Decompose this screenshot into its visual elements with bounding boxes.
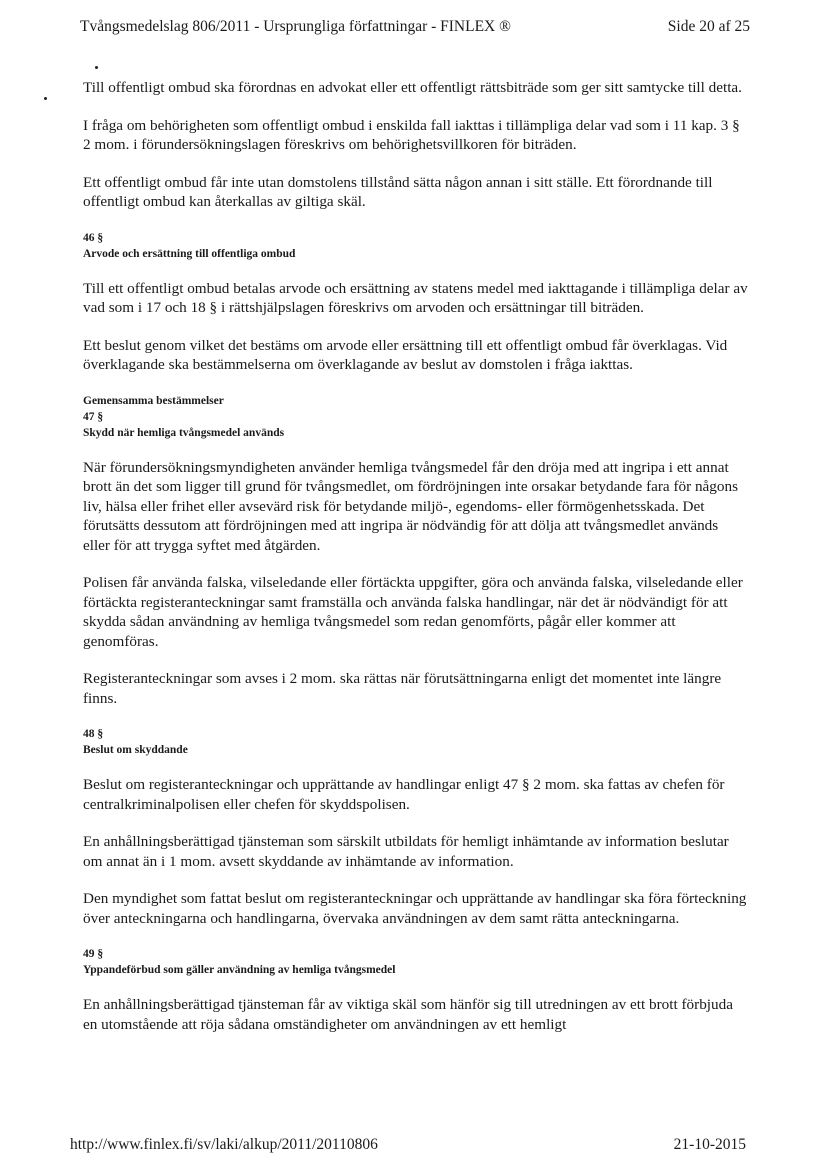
section-number: 47 § <box>83 410 104 423</box>
paragraph: Beslut om registeranteckningar och upprättande av handlingar enligt 47 § 2 mom. ska fattas av chefen för centralkriminalpolisen eller chefen för skyddspolisen. <box>83 776 725 813</box>
section-number: 46 § <box>83 231 104 244</box>
paragraph: Polisen får använda falska, vilseledande eller förtäckta uppgifter, göra och använda falska, vilseledande eller förtäckta registeranteckningar samt framställa och använda falska handlingar, när det är nödvändigt för att skydda sådan användning av hemliga tvångsmedel som redan genomförts, pågår eller kommer att genomföras. <box>83 574 743 650</box>
group-title: Gemensamma bestämmelser <box>83 394 224 407</box>
footer-url: http://www.finlex.fi/sv/laki/alkup/2011/20110806 <box>70 1136 378 1153</box>
paragraph: En anhållningsberättigad tjänsteman får av viktiga skäl som hänför sig till utredningen av ett brott förbjuda en utomstående att röja sådana omständigheter om användningen av ett hemligt <box>83 996 733 1033</box>
paragraph: Till offentligt ombud ska förordnas en advokat eller ett offentligt rättsbiträde som ger sitt samtycke till detta. <box>83 79 742 96</box>
scan-speck <box>44 97 47 100</box>
document-body <box>83 78 748 1052</box>
section-title: Beslut om skyddande <box>83 744 188 756</box>
header-title: Tvångsmedelslag 806/2011 - Ursprungliga författningar - FINLEX ® <box>80 18 511 35</box>
paragraph: Till ett offentligt ombud betalas arvode och ersättning av statens medel med iakttagande i tillämpliga delar av vad som i 17 och 18 § i rättshjälpslagen föreskrivs om arvoden och ersättningar till biträden. <box>83 279 748 316</box>
paragraph: När förundersökningsmyndigheten använder hemliga tvångsmedel får den dröja med att ingripa i ett annat brott än det som ligger till grund för tvångsmedlet, om fördröjningen inte orsakar betydande fara för någons liv, hälsa eller frihet eller avsevärd risk för betydande miljö-, egendoms- eller förmögenhetsskada. Det förutsätts dessutom att fördröjningen med att ingripa är nödvändig för att dölja att tvångsmedlet används eller för att trygga syftet med åtgärden. <box>83 458 738 554</box>
paragraph: Den myndighet som fattat beslut om registeranteckningar och upprättande av handlingar ska föra förteckning över anteckningarna och handlingarna, övervaka användningen av dem samt rätta anteckningarna. <box>83 890 747 927</box>
section-title: Yppandeförbud som gäller användning av hemliga tvångsmedel <box>83 964 396 976</box>
footer-date: 21-10-2015 <box>673 1136 746 1153</box>
section-number: 49 § <box>83 948 104 960</box>
paragraph: En anhållningsberättigad tjänsteman som särskilt utbildats för hemligt inhämtande av information beslutar om annat än i 1 mom. avsett skyddande av inhämtande av information. <box>83 833 729 870</box>
paragraph: Ett offentligt ombud får inte utan domstolens tillstånd sätta någon annan i sitt ställe. Ett förordnande till offentligt ombud kan återkallas av giltiga skäl. <box>83 173 713 210</box>
paragraph: Registeranteckningar som avses i 2 mom. ska rättas när förutsättningarna enligt det momentet inte längre finns. <box>83 670 722 707</box>
section-number: 48 § <box>83 728 104 740</box>
page-header <box>80 18 750 36</box>
section-title: Skydd när hemliga tvångsmedel används <box>83 426 285 439</box>
section-title: Arvode och ersättning till offentliga ombud <box>83 247 296 260</box>
paragraph: Ett beslut genom vilket det bestäms om arvode eller ersättning till ett offentligt ombud får överklagas. Vid överklagande ska bestämmelserna om överklagande av beslut av domstolen i fråga iakttas. <box>83 336 728 373</box>
page-footer <box>70 1136 746 1154</box>
header-page-number: Side 20 af 25 <box>667 18 750 35</box>
paragraph: I fråga om behörigheten som offentligt ombud i enskilda fall iakttas i tillämpliga delar vad som i 11 kap. 3 § 2 mom. i förundersökningslagen föreskrivs om behörighetsvillkoren för biträden. <box>83 116 740 153</box>
scan-speck <box>95 66 98 69</box>
